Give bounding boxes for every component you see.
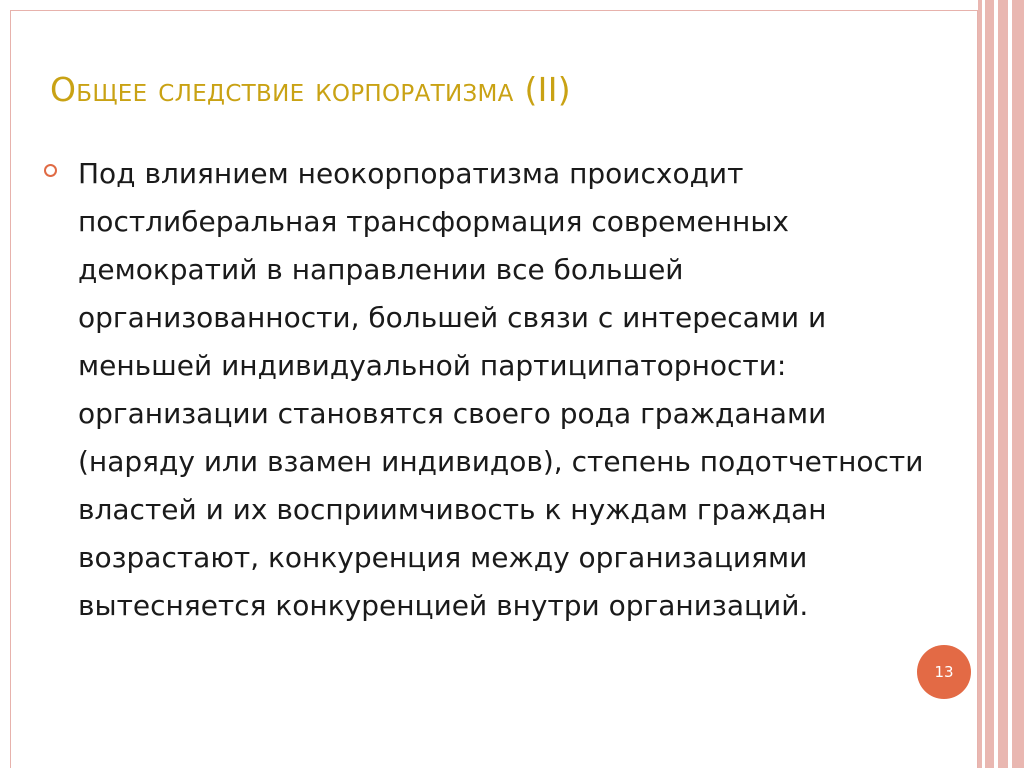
bullet-circle-icon — [44, 164, 57, 177]
stripe — [1012, 0, 1024, 768]
decorative-stripes — [978, 0, 1024, 768]
page-number: 13 — [934, 663, 954, 681]
slide-title: Общее следствие корпоратизма (II) — [50, 70, 571, 109]
stripe — [985, 0, 994, 768]
stripe — [998, 0, 1008, 768]
bullet-text: Под влиянием неокорпоратизма происходит постлиберальная трансформация современных демократий в направлении все большей организованности, большей связи с интересами и меньшей индивидуальной партиципаторности: организации становятся своего рода гражданами (наряду или взамен индивидов), степень подотчетности властей и их восприимчивость к нуждам граждан возрастают, конкуренция между организациями вытесняется конкуренцией внутри организаций. — [78, 157, 924, 622]
page-number-badge — [917, 645, 971, 699]
bullet-item — [44, 150, 934, 630]
